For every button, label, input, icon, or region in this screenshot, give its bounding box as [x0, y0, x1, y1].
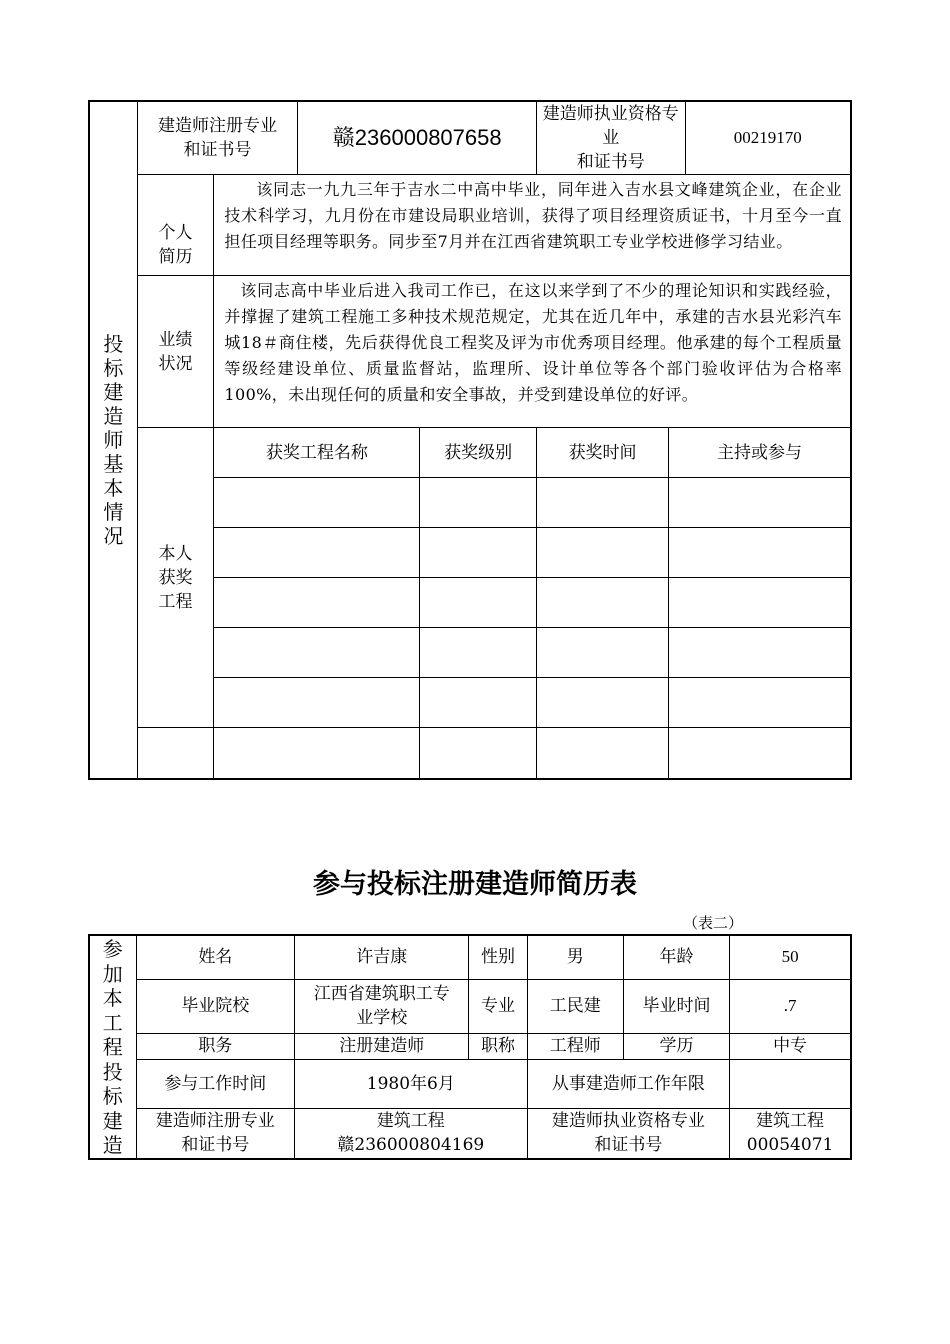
grad-time-label: 毕业时间 — [623, 979, 729, 1033]
education-value: 中专 — [730, 1033, 851, 1059]
prof-title-value: 工程师 — [527, 1033, 623, 1059]
major-value: 工民建 — [527, 979, 623, 1033]
gender-value: 男 — [527, 935, 623, 979]
post-label: 职务 — [136, 1033, 294, 1059]
post-value: 注册建造师 — [295, 1033, 469, 1059]
builder-resume-table — [88, 934, 852, 1160]
qual-cert-label-2: 建造师执业资格专业 和证书号 — [527, 1108, 730, 1159]
name-label: 姓名 — [136, 935, 294, 979]
award-header-project: 获奖工程名称 — [214, 428, 420, 478]
award-label: 本人 获奖 工程 — [137, 428, 214, 728]
builder-years-value — [730, 1059, 851, 1108]
work-start-value: 1980年6月 — [295, 1059, 528, 1108]
resume-label: 个人 简历 — [137, 175, 214, 276]
work-start-label: 参与工作时间 — [136, 1059, 294, 1108]
gender-label: 性别 — [469, 935, 527, 979]
age-label: 年龄 — [623, 935, 729, 979]
performance-text: 该同志高中毕业后进入我司工作已，在这以来学到了不少的理论知识和实践经验，并撑握了建筑工程施工多种技术规范规定，尤其在近几年中，承建的吉水县光彩汽车城18＃商住楼，先后获得优良工程奖及评为市优秀项目经理。他承建的每个工程质量等级经建设单位、质量监督站，监理所、设计单位等各个部门验收评估为合格率100%，未出现任何的质量和安全事故，并受到建设单位的好评。 — [214, 276, 851, 428]
reg-cert-label-2: 建造师注册专业 和证书号 — [136, 1108, 294, 1159]
prof-title-label: 职称 — [469, 1033, 527, 1059]
side-label-participation: 参 加 本 工 程 投 标 建 造 — [89, 935, 136, 1159]
builder-years-label: 从事建造师工作年限 — [527, 1059, 730, 1108]
qual-cert-label: 建造师执业资格专业 和证书号 — [537, 101, 685, 175]
award-header-time: 获奖时间 — [537, 428, 669, 478]
reg-cert-value-2: 建筑工程 赣236000804169 — [295, 1108, 528, 1159]
performance-label: 业绩 状况 — [137, 276, 214, 428]
major-label: 专业 — [469, 979, 527, 1033]
education-label: 学历 — [623, 1033, 729, 1059]
age-value: 50 — [730, 935, 851, 979]
school-label: 毕业院校 — [136, 979, 294, 1033]
award-header-role: 主持或参与 — [669, 428, 851, 478]
table-number: （表二） — [683, 914, 744, 932]
award-header-level: 获奖级别 — [420, 428, 537, 478]
qual-cert-value: 00219170 — [685, 101, 851, 175]
reg-cert-value: 赣236000807658 — [298, 101, 537, 175]
name-value: 许吉康 — [295, 935, 469, 979]
qual-cert-value-2: 建筑工程 00054071 — [730, 1108, 851, 1159]
side-label-basic-info: 投 标 建 造 师 基 本 情 况 — [89, 101, 137, 779]
school-value: 江西省建筑职工专 业学校 — [295, 979, 469, 1033]
blank-row — [89, 728, 851, 779]
reg-cert-label: 建造师注册专业 和证书号 — [137, 101, 298, 175]
page-title: 参与投标注册建造师简历表 — [313, 869, 637, 900]
resume-text: 该同志一九九三年于吉水二中高中毕业，同年进入吉水县文峰建筑企业，在企业技术科学习，九月份在市建设局职业培训，获得了项目经理资质证书，十月至今一直担任项目经理等职务。同步至7月并在江西省建筑职工专业学校进修学习结业。 — [214, 175, 851, 276]
grad-time-value: .7 — [730, 979, 851, 1033]
builder-basic-info-table — [88, 100, 852, 780]
